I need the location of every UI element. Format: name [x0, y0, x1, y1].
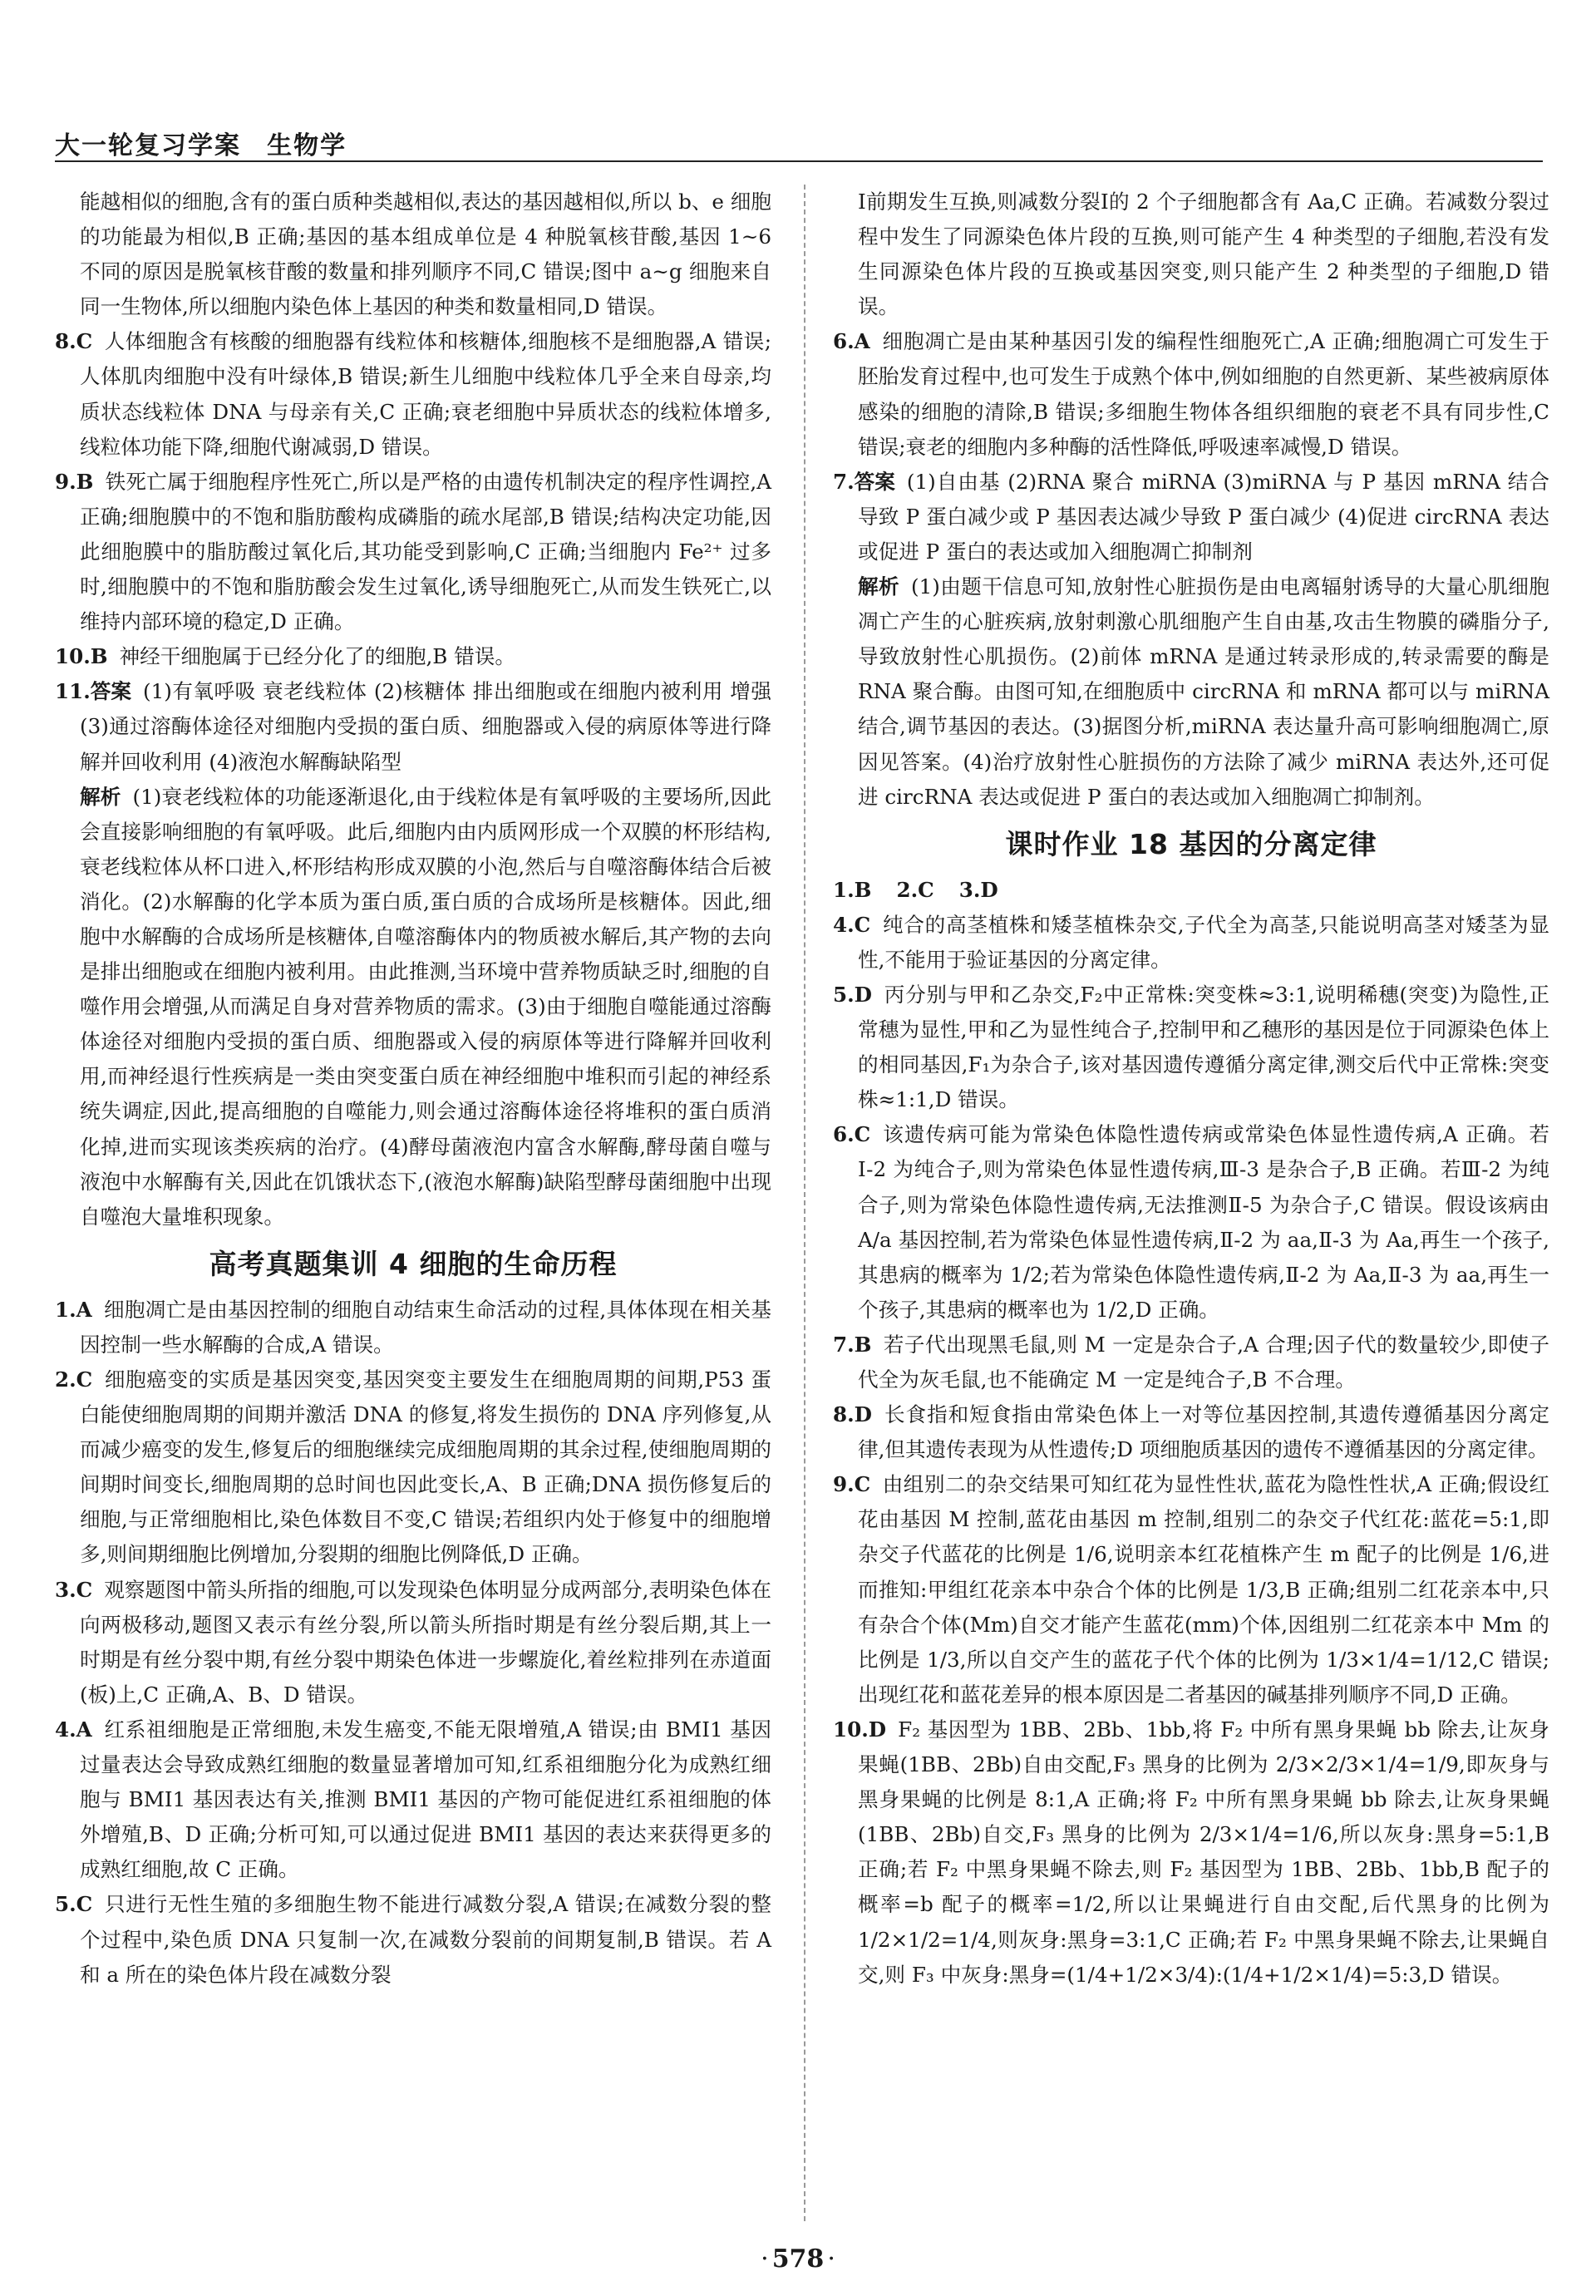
answer-number: 8.D	[833, 1402, 873, 1427]
short-answer: 2.C	[896, 877, 934, 902]
page-number-value: 578	[771, 2244, 825, 2274]
answer-number: 5.C	[55, 1892, 93, 1917]
answer-item	[55, 674, 771, 779]
answer-text: 由组别二的杂交结果可知红花为显性性状,蓝花为隐性性状,A 正确;假设红花由基因 M 控制,蓝花由基因 m 控制,组别二的杂交子代红花:蓝花=5:1,即杂交子代蓝花的比例是 1/6,说明亲本红花植株产生 m 配子的比例是 1/6,进而推知:甲组红花亲本中杂合个体的比例是 1/3,B 正确;组别二红花亲本中,只有杂合个体(Mm)自交才能产生蓝花(mm)个体,因组别二红花亲本中 Mm 的比例是 1/3,所以自交产生的蓝花子代个体的比例为 1/3×1/4=1/12,C 错误;出现红花和蓝花差异的根本原因是二者基因的碱基排列顺序不同,D 正确。	[858, 1472, 1549, 1707]
answer-number: 9.B	[55, 469, 94, 494]
answer-item	[55, 1362, 771, 1573]
answer-item	[55, 1887, 771, 1992]
short-answers	[833, 873, 1549, 908]
answer-number: 11.答案	[55, 679, 131, 704]
answer-item	[833, 1117, 1549, 1328]
answer-number: 2.C	[55, 1367, 93, 1392]
answer-item	[55, 639, 771, 674]
book-title: 大一轮复习学案	[55, 131, 241, 160]
answer-text: 铁死亡属于细胞程序性死亡,所以是严格的由遗传机制决定的程序性调控,A 正确;细胞膜中的不饱和脂肪酸构成磷脂的疏水尾部,B 错误;结构决定功能,因此细胞膜中的脂肪酸过氧化后,其功能受到影响,C 正确;当细胞内 Fe²⁺ 过多时,细胞膜中的不饱和脂肪酸会发生过氧化,诱导细胞死亡,从而发生铁死亡,以维持内部环境的稳定,D 正确。	[80, 469, 771, 634]
answer-number: 4.A	[55, 1717, 92, 1742]
answer-number: 1.A	[55, 1297, 92, 1322]
answer-item	[55, 324, 771, 464]
analysis-text: (1)由题干信息可知,放射性心脏损伤是由电离辐射诱导的大量心肌细胞凋亡产生的心脏疾病,放射刺激心肌细胞产生自由基,攻击生物膜的磷脂分子,导致放射性心肌损伤。(2)前体 mRNA 是通过转录形成的,转录需要的酶是 RNA 聚合酶。由图可知,在细胞质中 circRNA 和 mRNA 都可以与 miRNA 结合,调节基因的表达。(3)据图分析,miRNA 表达量升高可影响细胞凋亡,原因见答案。(4)治疗放射性心脏损伤的方法除了减少 miRNA 表达外,还可促进 circRNA 表达或促进 P 蛋白的表达或加入细胞凋亡抑制剂。	[858, 574, 1549, 809]
answer-item	[833, 1712, 1549, 1993]
page-number: · 578 ·	[761, 2244, 835, 2274]
answer-number: 7.B	[833, 1332, 872, 1357]
answer-text: 纯合的高茎植株和矮茎植株杂交,子代全为高茎,只能说明高茎对矮茎为显性,不能用于验证基因的分离定律。	[858, 912, 1549, 972]
answer-text: 细胞凋亡是由某种基因引发的编程性细胞死亡,A 正确;细胞凋亡可发生于胚胎发育过程中,也可发生于成熟个体中,例如细胞的自然更新、某些被病原体感染的细胞的清除,B 错误;多细胞生物体各组织细胞的衰老不具有同步性,C 错误;衰老的细胞内多种酶的活性降低,呼吸速率减慢,D 错误。	[858, 329, 1549, 459]
section-title: 课时作业 18 基因的分离定律	[1005, 827, 1377, 860]
answer-text: 该遗传病可能为常染色体隐性遗传病或常染色体显性遗传病,A 正确。若Ⅰ-2 为纯合子,则为常染色体显性遗传病,Ⅲ-3 是杂合子,B 正确。若Ⅲ-2 为纯合子,则为常染色体隐性遗传病,无法推测Ⅱ-5 为杂合子,C 错误。假设该病由 A/a 基因控制,若为常染色体显性遗传病,Ⅱ-2 为 aa,Ⅱ-3 为 Aa,再生一个孩子,其患病的概率为 1/2;若为常染色体隐性遗传病,Ⅱ-2 为 Aa,Ⅱ-3 为 aa,再生一个孩子,其患病的概率也为 1/2,D 正确。	[858, 1122, 1549, 1322]
answer-number: 7.答案	[833, 469, 895, 494]
answer-text: 细胞癌变的实质是基因突变,基因突变主要发生在细胞周期的间期,P53 蛋白能使细胞周期的间期并激活 DNA 的修复,将发生损伤的 DNA 序列修复,从而减少癌变的发生,修复后的细胞继续完成细胞周期的其余过程,使细胞周期的间期时间变长,细胞周期的总时间也因此变长,A、B 正确;DNA 损伤修复后的细胞,与正常细胞相比,染色体数目不变,C 错误;若组织内处于修复中的细胞增多,则间期细胞比例增加,分裂期的细胞比例降低,D 正确。	[80, 1367, 771, 1567]
analysis-label: 解析	[80, 784, 121, 809]
answer-number: 3.C	[55, 1577, 93, 1602]
header-rule	[55, 160, 1543, 162]
answer-text: 观察题图中箭头所指的细胞,可以发现染色体明显分成两部分,表明染色体在向两极移动,题图又表示有丝分裂,所以箭头所指时期是有丝分裂后期,其上一时期是有丝分裂中期,有丝分裂中期染色体进一步螺旋化,着丝粒排列在赤道面(板)上,C 正确,A、B、D 错误。	[80, 1577, 771, 1707]
answer-item	[833, 908, 1549, 978]
answer-item	[55, 1573, 771, 1712]
answer-text: F₂ 基因型为 1BB、2Bb、1bb,将 F₂ 中所有黑身果蝇 bb 除去,让灰身果蝇(1BB、2Bb)自由交配,F₃ 黑身的比例为 2/3×2/3×1/4=1/9,即灰身与黑身果蝇的比例是 8:1,A 正确;将 F₂ 中所有黑身果蝇 bb 除去,让灰身果蝇(1BB、2Bb)自交,F₃ 黑身的比例为 2/3×1/4=1/6,所以灰身:黑身=5:1,B 正确;若 F₂ 中黑身果蝇不除去,则 F₂ 基因型为 1BB、2Bb、1bb,B 配子的概率=b 配子的概率=1/2,所以让果蝇进行自由交配,后代黑身的比例为 1/2×1/2=1/4,则灰身:黑身=3:1,C 正确;若 F₂ 中黑身果蝇不除去,让果蝇自交,则 F₃ 中灰身:黑身=(1/4+1/2×3/4):(1/4+1/2×1/4)=5:3,D 错误。	[858, 1717, 1549, 1987]
answer-text: (1)自由基 (2)RNA 聚合 miRNA (3)miRNA 与 P 基因 mRNA 结合导致 P 蛋白减少或 P 基因表达减少导致 P 蛋白减少 (4)促进 circRNA 表达或促进 P 蛋白的表达或加入细胞凋亡抑制剂	[858, 469, 1549, 564]
answer-number: 6.A	[833, 329, 870, 354]
answer-item	[55, 1712, 771, 1887]
answer-number: 10.D	[833, 1717, 887, 1742]
answer-number: 6.C	[833, 1122, 871, 1147]
answer-text: 丙分别与甲和乙杂交,F₂中正常株:突变株≈3:1,说明稀穗(突变)为隐性,正常穗为显性,甲和乙为显性纯合子,控制甲和乙穗形的基因是位于同源染色体上的相同基因,F₁为杂合子,该对基因遗传遵循分离定律,测交后代中正常株:突变株≈1:1,D 错误。	[858, 982, 1549, 1112]
short-answer: 1.B	[833, 877, 872, 902]
answer-item	[833, 465, 1549, 569]
analysis-block	[833, 569, 1549, 815]
answer-item	[833, 324, 1549, 464]
left-intro: 能越相似的细胞,含有的蛋白质种类越相似,表达的基因越相似,所以 b、e 细胞的功能最为相似,B 正确;基因的基本组成单位是 4 种脱氧核苷酸,基因 1~6 不同的原因是脱氧核苷酸的数量和排列顺序不同,C 错误;图中 a~g 细胞来自同一生物体,所以细胞内染色体上基因的种类和数量相同,D 错误。	[80, 190, 771, 319]
answer-number: 5.D	[833, 982, 873, 1007]
column-separator	[804, 185, 805, 2221]
answer-number: 8.C	[55, 329, 93, 354]
answer-text: (1)有氧呼吸 衰老线粒体 (2)核糖体 排出细胞或在细胞内被利用 增强 (3)通过溶酶体途径对细胞内受损的蛋白质、细胞器或入侵的病原体等进行降解并回收利用 (4)液泡水解酶缺陷型	[80, 679, 771, 774]
right-column	[833, 185, 1549, 1993]
right-intro: Ⅰ前期发生互换,则减数分裂Ⅰ的 2 个子细胞都含有 Aa,C 正确。若减数分裂过程中发生了同源染色体片段的互换,则可能产生 4 种类型的子细胞,若没有发生同源染色体片段的互换或基因突变,则只能产生 2 种类型的子细胞,D 错误。	[858, 190, 1549, 319]
answer-item	[833, 978, 1549, 1117]
answer-number: 10.B	[55, 644, 108, 669]
answer-item	[833, 1397, 1549, 1467]
answer-number: 9.C	[833, 1472, 871, 1497]
answer-text: 长食指和短食指由常染色体上一对等位基因控制,其遗传遵循基因分离定律,但其遗传表现为从性遗传;D 项细胞质基因的遗传不遵循基因的分离定律。	[858, 1402, 1549, 1462]
analysis-label: 解析	[858, 574, 899, 599]
answer-text: 若子代出现黑毛鼠,则 M 一定是杂合子,A 合理;因子代的数量较少,即使子代全为灰毛鼠,也不能确定 M 一定是纯合子,B 不合理。	[858, 1332, 1549, 1392]
answer-text: 细胞凋亡是由基因控制的细胞自动结束生命活动的过程,具体体现在相关基因控制一些水解酶的合成,A 错误。	[80, 1297, 771, 1357]
section-title: 高考真题集训 4 细胞的生命历程	[209, 1247, 618, 1280]
answer-text: 红系祖细胞是正常细胞,未发生癌变,不能无限增殖,A 错误;由 BMI1 基因过量表达会导致成熟红细胞的数量显著增加可知,红系祖细胞分化为成熟红细胞与 BMI1 基因表达有关,推测 BMI1 基因的产物可能促进红系祖细胞的体外增殖,B、D 正确;分析可知,可以通过促进 BMI1 基因的表达来获得更多的成熟红细胞,故 C 正确。	[80, 1717, 771, 1882]
short-answer: 3.D	[958, 877, 998, 902]
subject-label: 生物学	[267, 131, 347, 160]
answer-item	[833, 1467, 1549, 1712]
answer-item	[55, 465, 771, 639]
running-header	[55, 125, 1543, 158]
analysis-block	[55, 780, 771, 1234]
analysis-text: (1)衰老线粒体的功能逐渐退化,由于线粒体是有氧呼吸的主要场所,因此会直接影响细胞的有氧呼吸。此后,细胞内由内质网形成一个双膜的杯形结构,衰老线粒体从杯口进入,杯形结构形成双膜的小泡,然后与自噬溶酶体结合后被消化。(2)水解酶的化学本质为蛋白质,蛋白质的合成场所是核糖体。因此,细胞中水解酶的合成场所是核糖体,自噬溶酶体内的物质被水解后,其产物的去向是排出细胞或在细胞内被利用。由此推测,当环境中营养物质缺乏时,细胞的自噬作用会增强,从而满足自身对营养物质的需求。(3)由于细胞自噬能通过溶酶体途径对细胞内受损的蛋白质、细胞器或入侵的病原体等进行降解并回收利用,而神经退行性疾病是一类由突变蛋白质在神经细胞中堆积而引起的神经系统失调症,因此,提高细胞的自噬能力,则会通过溶酶体途径将堆积的蛋白质消化掉,进而实现该类疾病的治疗。(4)酵母菌液泡内富含水解酶,酵母菌自噬与液泡中水解酶有关,因此在饥饿状态下,(液泡水解酶)缺陷型酵母菌细胞中出现自噬泡大量堆积现象。	[80, 784, 771, 1229]
answer-item	[833, 1328, 1549, 1397]
answer-text: 神经干细胞属于已经分化了的细胞,B 错误。	[119, 644, 515, 669]
answer-item	[55, 1293, 771, 1362]
answer-number: 4.C	[833, 912, 871, 937]
left-column	[55, 185, 771, 1993]
answer-text: 人体细胞含有核酸的细胞器有线粒体和核糖体,细胞核不是细胞器,A 错误;人体肌肉细胞中没有叶绿体,B 错误;新生儿细胞中线粒体几乎全来自母亲,均质状态线粒体 DNA 与母亲有关,C 正确;衰老细胞中异质状态的线粒体增多,线粒体功能下降,细胞代谢减弱,D 错误。	[80, 329, 771, 459]
answer-text: 只进行无性生殖的多细胞生物不能进行减数分裂,A 错误;在减数分裂的整个过程中,染色质 DNA 只复制一次,在减数分裂前的间期复制,B 错误。若 A 和 a 所在的染色体片段在减数分裂	[80, 1892, 771, 1987]
